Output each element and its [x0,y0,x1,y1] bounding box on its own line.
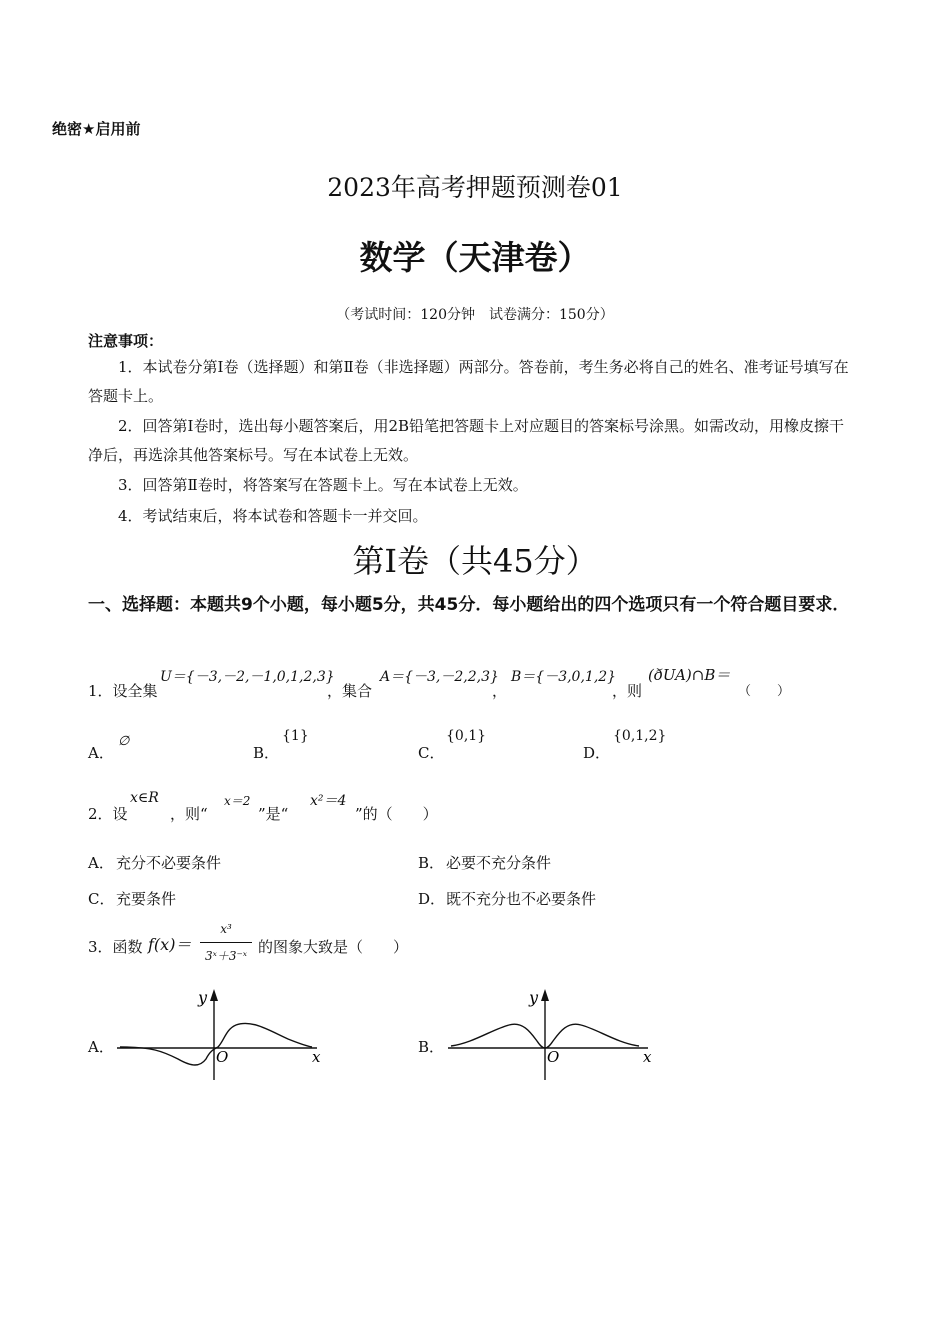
notice-item: 4．考试结束后，将本试卷和答题卡一并交回。 [118,507,428,525]
notice-heading: 注意事项： [88,332,164,350]
x-label: x [643,1048,652,1066]
y-label: y [529,988,539,1007]
q3-function-name: f(x)＝ [148,935,192,954]
secret-mark: 绝密★启用前 [52,120,141,138]
q1-set-A: A＝{－3,－2,2,3} [380,669,499,685]
q3-option-a-label[interactable]: A． [88,1038,114,1056]
q2-statement-q: x²＝4 [310,793,347,809]
q1-expression: (ðUA)∩B＝ [648,666,731,684]
q2-statement-p: x＝2 [224,794,251,808]
q3-fraction-bar [200,942,252,943]
q1-option-d-label[interactable]: D． [583,744,611,762]
q2-condition: x∈R [130,790,159,806]
q3-suffix: 的图象大致是（ ） [258,938,409,956]
q3-numerator: x³ [220,922,232,936]
q2-option-d-label[interactable]: D． [418,890,446,908]
time-info: （考试时间：120分钟 试卷满分：150分） [336,307,614,323]
q2-option-b-label[interactable]: B． [418,854,445,872]
y-axis-arrow [541,989,549,1001]
section-description: 一、选择题：本题共9个小题，每小题5分，共45分．每小题给出的四个选项只有一个符合题目要求． [88,595,850,615]
q1-option-a-value: ∅ [118,734,130,749]
q1-option-c-label[interactable]: C． [418,744,445,762]
section-title: 第Ⅰ卷（共45分） [352,542,598,580]
y-axis-arrow [210,989,218,1001]
q2-option-c-value: 充要条件 [116,890,177,908]
notice-item: 2．回答第Ⅰ卷时，选出每小题答案后，用2B铅笔把答题卡上对应题目的答案标号涂黑。如需改动，用橡皮擦干净后，再选涂其他答案标号。写在本试卷上无效。 [88,417,845,464]
subject-title: 数学（天津卷） [359,238,591,277]
q3-graph-b [443,985,663,1085]
q3-denominator: 3ˣ＋3⁻ˣ [204,949,248,963]
q1-option-b-value: {1} [282,728,309,744]
q2-mid2: ”是“ [258,805,289,823]
x-label: x [312,1048,321,1066]
q2-prefix: 2．设 [88,805,128,823]
exam-title: 2023年高考押题预测卷01 [327,173,623,202]
q2-option-b-value: 必要不充分条件 [446,854,552,872]
q1-mid1: ，集合 [327,682,373,700]
q3-option-b-label[interactable]: B． [418,1038,445,1056]
q2-option-d-value: 既不充分也不必要条件 [446,890,597,908]
q2-option-a-value: 充分不必要条件 [116,854,222,872]
q1-option-b-label[interactable]: B． [253,744,280,762]
q2-option-c-label[interactable]: C． [88,890,115,908]
q2-option-a-label[interactable]: A． [88,854,114,872]
q1-option-c-value: {0,1} [446,728,487,744]
q1-set-B: B＝{－3,0,1,2} [511,669,617,685]
origin-label: O [547,1048,560,1066]
q1-mid2: ，则 [612,682,643,700]
origin-label: O [216,1048,229,1066]
q1-option-a-label[interactable]: A． [88,744,114,762]
q2-suffix: ”的（ ） [355,805,438,823]
q3-prefix: 3．函数 [88,938,143,956]
q1-set-U: U＝{－3,－2,－1,0,1,2,3} [160,669,335,685]
q1-comma: ， [492,682,508,700]
y-label: y [198,988,208,1007]
q1-prefix: 1．设全集 [88,682,158,700]
notice-item: 3．回答第Ⅱ卷时，将答案写在答题卡上。写在本试卷上无效。 [118,476,528,494]
q1-option-d-value: {0,1,2} [613,728,667,744]
q3-graph-a [112,985,332,1085]
q2-mid1: ，则“ [170,805,208,823]
notice-item: 1．本试卷分第Ⅰ卷（选择题）和第Ⅱ卷（非选择题）两部分。答卷前，考生务必将自己的姓名、准考证号填写在答题卡上。 [88,358,849,405]
q1-answer-paren: （ ） [738,684,791,699]
